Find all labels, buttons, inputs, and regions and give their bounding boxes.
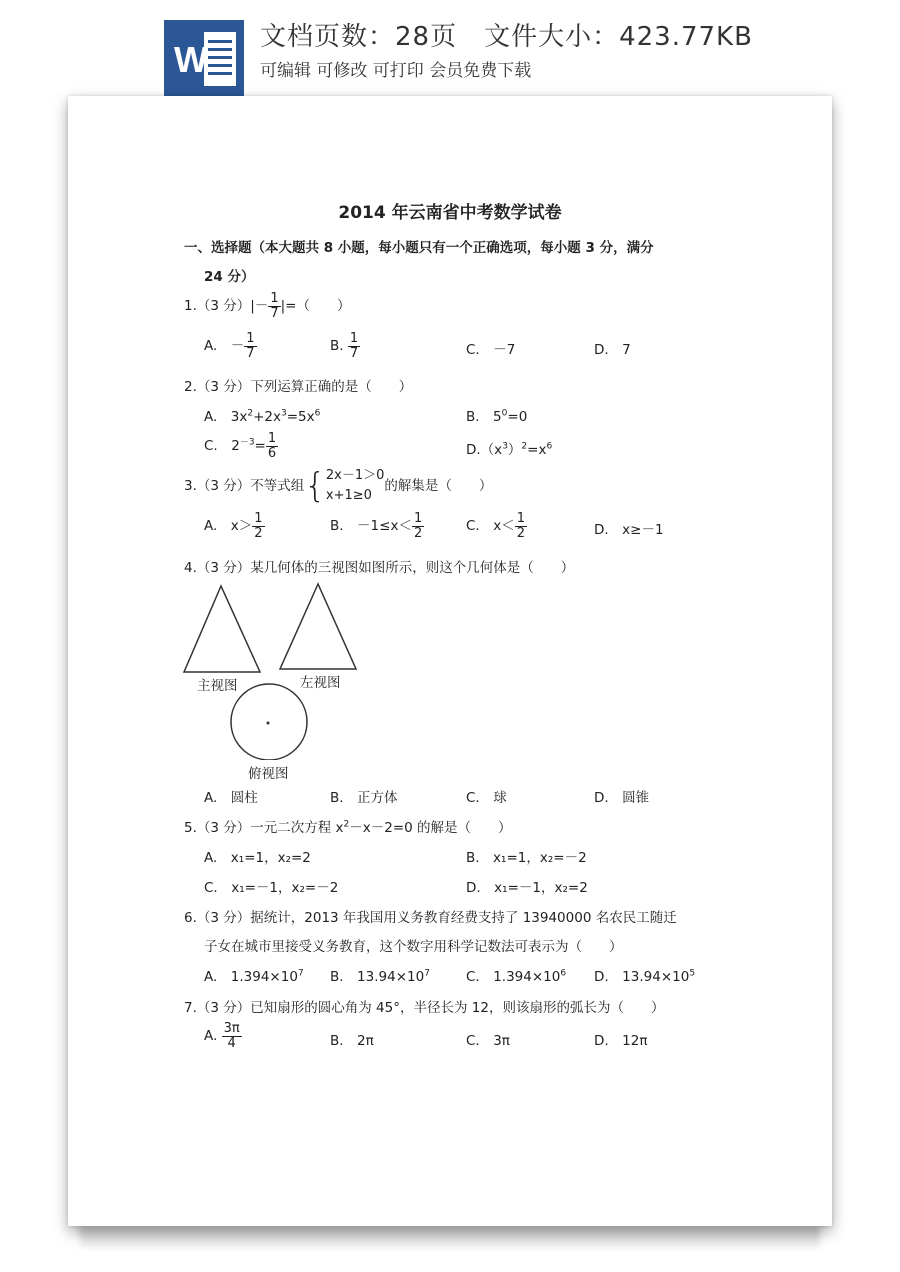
q3-brace: { (304, 466, 326, 506)
q3-a-num: 1 (254, 511, 263, 526)
q5-stem-post: －x－2=0 的解是（ ） (349, 820, 512, 836)
q3-stem: 3.（3 分）不等式组 (184, 478, 305, 494)
q1-a-label: A. － (204, 338, 245, 355)
section-heading-line1: 一、选择题（本大题共 8 小题，每小题只有一个正确选项，每小题 3 分，满分 (184, 240, 654, 256)
q1-frac-den: 7 (270, 305, 279, 321)
q1-fraction (268, 292, 280, 320)
q2-d-pre: D.（x (466, 442, 503, 458)
q6-option-b (330, 965, 430, 985)
question-4: 4.（3 分）某几何体的三视图如图所示，则这个几何体是（ ） (184, 560, 575, 576)
q2-b-pre: B. 5 (466, 409, 502, 425)
q3-a-label: A. x＞ (204, 518, 253, 535)
q3-ineq-1: 2x－1＞0 (325, 468, 385, 483)
q6-a-label: A. 1.394×10 (204, 969, 298, 985)
front-view-triangle (184, 586, 260, 672)
front-view-label: 主视图 (197, 678, 238, 694)
q2-c-eq: = (254, 438, 266, 455)
q3-b-frac (412, 512, 424, 540)
q1-stem: 1.（3 分）|－ (184, 298, 269, 315)
q3-system (326, 466, 385, 506)
three-view-figure (180, 580, 370, 760)
q4-option-a: A. 圆柱 (204, 790, 258, 806)
q1-b-den: 7 (349, 345, 359, 361)
q1-b-frac (348, 332, 360, 360)
q2-a-sup2: 3 (281, 408, 287, 419)
q4-option-c: C. 球 (466, 790, 507, 806)
q2-b-sup: 0 (501, 408, 508, 419)
q2-d-sup2: 2 (521, 441, 528, 452)
q3-b-den: 2 (413, 525, 423, 541)
q6-b-sup: 7 (424, 968, 430, 979)
q2-option-a (204, 405, 320, 425)
q2-d-sup1: 3 (502, 441, 508, 452)
q7-a-den: 4 (227, 1035, 236, 1051)
q2-a-sup3: 6 (314, 408, 321, 419)
left-view-label: 左视图 (300, 675, 341, 691)
q3-option-a (204, 512, 265, 540)
q2-option-b (466, 405, 527, 425)
q5-option-a: A. x₁=1，x₂=2 (204, 850, 311, 866)
top-view-label: 俯视图 (248, 766, 289, 782)
word-document-icon (164, 20, 244, 96)
q2-d-sup3: 6 (546, 441, 553, 452)
q5-stem-sup: 2 (343, 819, 350, 830)
q3-ineq-2: x+1≥0 (325, 488, 372, 503)
q7-option-d: D. 12π (594, 1033, 648, 1049)
q1-b-num: 1 (349, 331, 359, 346)
q1-option-b (330, 332, 360, 360)
q4-option-d: D. 圆锥 (594, 790, 650, 806)
q2-c-pre: C. 2 (204, 438, 240, 455)
q3-option-c (466, 512, 527, 540)
q6-option-a (204, 965, 304, 985)
q2-b-post: =0 (507, 409, 528, 425)
q7-option-c: C. 3π (466, 1033, 510, 1049)
question-1 (184, 292, 350, 320)
q2-c-num: 1 (267, 431, 277, 446)
question-5 (184, 816, 512, 836)
q1-a-den: 7 (246, 345, 255, 361)
q3-b-label: B. －1≤x＜ (330, 518, 412, 535)
q3-option-d: D. x≥－1 (594, 522, 664, 538)
question-3 (184, 466, 492, 506)
q7-option-a (204, 1022, 242, 1050)
q3-c-num: 1 (516, 511, 525, 526)
word-icon-letter: W (174, 39, 208, 80)
q2-d-post: =x (527, 442, 547, 458)
q3-tail: 的解集是（ ） (384, 478, 493, 494)
q5-option-c: C. x₁=－1，x₂=－2 (204, 880, 339, 896)
q6-c-label: C. 1.394×10 (466, 969, 561, 985)
banner-subtitle: 可编辑 可修改 可打印 会员免费下载 (260, 61, 532, 81)
q5-stem-pre: 5.（3 分）一元二次方程 x (184, 820, 344, 836)
q1-option-a (204, 332, 257, 360)
q7-a-label: A. (204, 1028, 218, 1045)
q1-option-d: D. 7 (594, 342, 631, 358)
q6-d-label: D. 13.94×10 (594, 969, 690, 985)
section-heading-line2: 24 分） (204, 269, 255, 285)
q6-d-sup: 5 (689, 968, 696, 979)
q6-a-sup: 7 (297, 968, 304, 979)
q2-d-mid: ） (507, 442, 522, 458)
exam-title: 2014 年云南省中考数学试卷 (338, 203, 562, 223)
q3-option-b (330, 512, 424, 540)
q1-b-label: B. (330, 338, 344, 355)
q2-c-sup: －3 (239, 437, 255, 448)
question-2: 2.（3 分）下列运算正确的是（ ） (184, 379, 413, 395)
page-shadow (80, 1226, 820, 1248)
q6-b-label: B. 13.94×10 (330, 969, 425, 985)
q7-a-num: 3π (223, 1021, 240, 1036)
q5-option-b: B. x₁=1，x₂=－2 (466, 850, 587, 866)
q1-a-num: 1 (246, 331, 255, 346)
top-view-center-dot (267, 722, 270, 725)
q3-c-frac (515, 512, 527, 540)
q2-a-mid2: =5x (286, 409, 315, 425)
q3-c-label: C. x＜ (466, 518, 515, 535)
q3-c-den: 2 (516, 525, 525, 541)
q3-b-num: 1 (413, 511, 423, 526)
q7-option-b: B. 2π (330, 1033, 374, 1049)
q2-option-d (466, 438, 552, 458)
q3-a-frac (252, 512, 264, 540)
q1-tail: |=（ ） (280, 298, 351, 315)
q2-a-sup1: 2 (247, 408, 254, 419)
q2-c-frac (266, 432, 278, 460)
question-7: 7.（3 分）已知扇形的圆心角为 45°，半径长为 12，则该扇形的弧长为（ ） (184, 1000, 665, 1016)
q5-option-d: D. x₁=－1，x₂=2 (466, 880, 588, 896)
banner-title: 文档页数：28页 文件大小：423.77KB (260, 22, 753, 52)
question-6-line2: 子女在城市里接受义务教育，这个数字用科学记数法可表示为（ ） (204, 939, 623, 955)
q2-a-mid: +2x (253, 409, 281, 425)
q2-option-c (204, 432, 278, 460)
q1-frac-num: 1 (270, 291, 279, 306)
q4-option-b: B. 正方体 (330, 790, 398, 806)
q1-a-frac (244, 332, 256, 360)
q1-option-c: C. －7 (466, 342, 516, 358)
left-view-triangle (280, 584, 356, 669)
question-6-line1: 6.（3 分）据统计，2013 年我国用义务教育经费支持了 13940000 名农民工随迁 (184, 910, 677, 926)
q6-option-c (466, 965, 566, 985)
q7-a-frac (222, 1022, 242, 1050)
download-banner (0, 0, 900, 96)
q3-a-den: 2 (254, 525, 263, 541)
q6-c-sup: 6 (560, 968, 567, 979)
q2-c-den: 6 (267, 445, 277, 461)
q6-option-d (594, 965, 695, 985)
q2-a-pre: A. 3x (204, 409, 248, 425)
